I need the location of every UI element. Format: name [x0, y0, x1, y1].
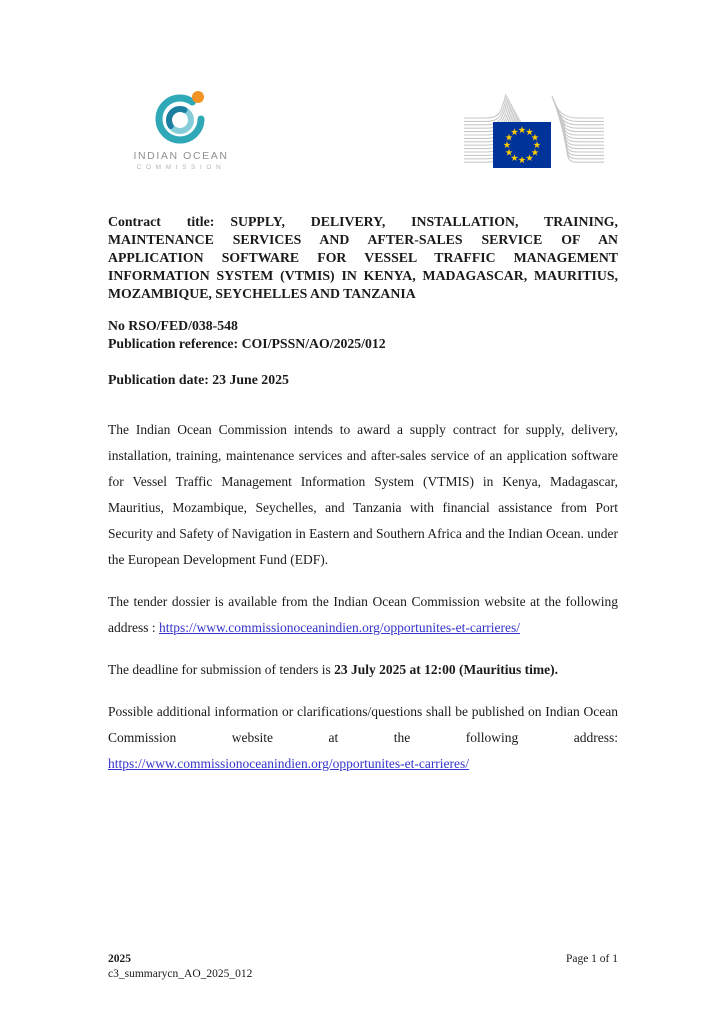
publication-reference: Publication reference: COI/PSSN/AO/2025/012: [108, 335, 386, 351]
ioc-swirl-icon: [152, 86, 210, 146]
tender-dossier-text: The tender dossier is available from the Indian Ocean Commission website at the following address :: [108, 593, 618, 635]
document-header: [108, 86, 618, 183]
ioc-logo-name: INDIAN OCEAN: [133, 150, 229, 162]
deadline-text: The deadline for submission of tenders is: [108, 661, 335, 677]
tender-dossier-link[interactable]: https://www.commissionoceanindien.org/opportunites-et-carrieres/: [159, 619, 521, 635]
footer-page-number: Page 1 of 1: [565, 953, 618, 965]
publication-date: Publication date: 23 June 2025: [108, 371, 289, 387]
reference-block: [108, 317, 618, 389]
document-footer: [108, 952, 618, 982]
contract-title-text: SUPPLY, DELIVERY, INSTALLATION, TRAINING, MAINTENANCE SERVICES AND AFTER-SALES SERVICE OF AN APPLICATION SOFTWARE FOR VESSEL TRAFFIC MANAGEMENT INFORMATION SYSTEM (VTMIS) IN KENYA, MADAGASCAR, MAURITIUS, MOZAMBIQUE, SEYCHELLES AND TANZANIA: [108, 214, 618, 301]
footer-left: [108, 952, 252, 982]
contract-number: No RSO/FED/038-548: [108, 317, 238, 333]
clarifications-link[interactable]: https://www.commissionoceanindien.org/opportunites-et-carrieres/: [108, 755, 470, 771]
ioc-logo-subname: COMMISSION: [136, 164, 226, 171]
european-commission-flag-icon: [464, 86, 604, 178]
footer-file-reference: c3_summarycn_AO_2025_012: [108, 968, 253, 980]
intro-paragraph: The Indian Ocean Commission intends to award a supply contract for supply, delivery, installation, training, maintenance services and after-sales service of an application software for Vessel Traffic Management Information System (VTMIS) in Kenya, Madagascar, Mauritius, Mozambique, Seychelles, and Tanzania with financial assistance from Port Security and Safety of Navigation in Eastern and Southern Africa and the Indian Ocean. under the European Development Fund (EDF).: [108, 421, 618, 567]
deadline-paragraph: [108, 657, 618, 683]
contract-title: [108, 213, 618, 303]
european-commission-logo: [464, 86, 604, 183]
deadline-date-bold: 23 July 2025 at 12:00 (Mauritius time).: [334, 661, 558, 677]
contract-title-label: Contract title:: [108, 214, 215, 229]
clarifications-text: Possible additional information or clarifications/questions shall be published on Indian Ocean Commission website at the following address:: [108, 703, 618, 745]
footer-year: 2025: [108, 953, 131, 965]
document-body: [108, 417, 618, 777]
tender-dossier-paragraph: [108, 589, 618, 641]
indian-ocean-commission-logo: [126, 86, 236, 171]
clarifications-paragraph: [108, 699, 618, 777]
